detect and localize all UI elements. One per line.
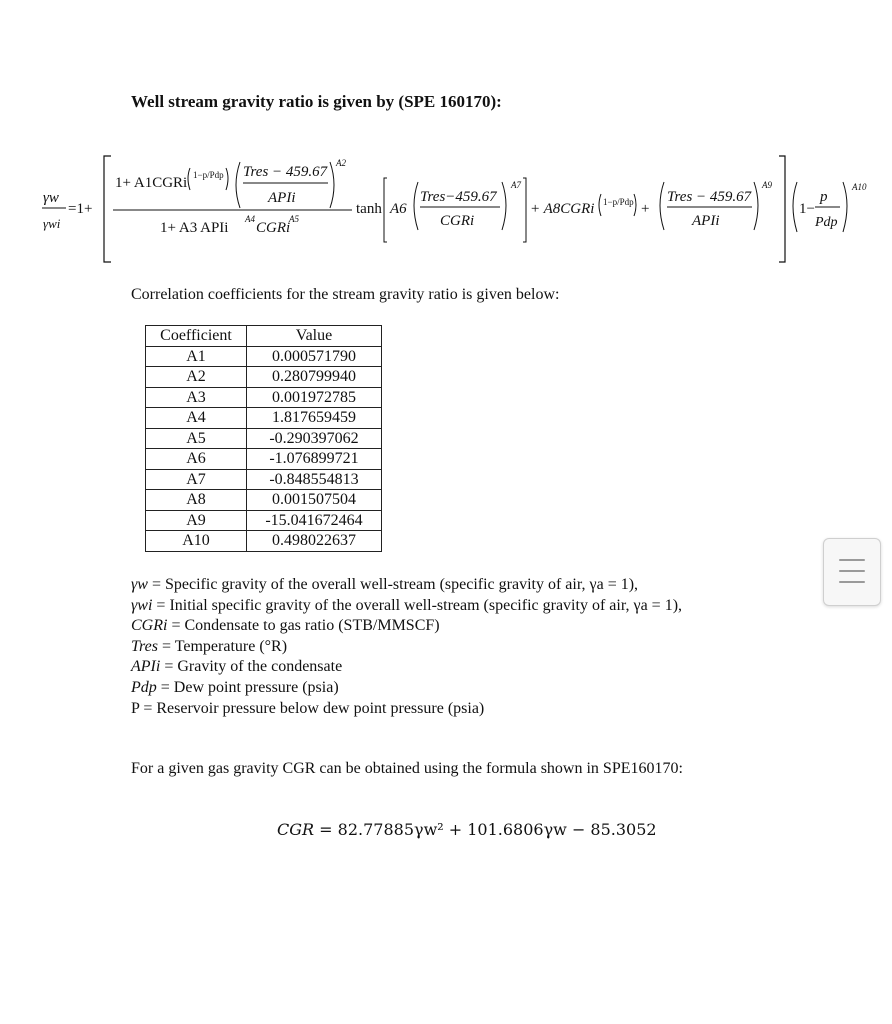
t5-one-minus: 1− <box>799 201 815 217</box>
t3-paren-right <box>634 194 636 216</box>
header-coefficient: Coefficient <box>146 326 247 347</box>
definition-text: = Reservoir pressure below dew point pressure (psia) <box>139 699 485 717</box>
coef-name: A6 <box>146 449 247 470</box>
table-row <box>146 408 382 429</box>
t5-p: p <box>820 189 828 205</box>
den-exp-a4: A4 <box>245 214 255 224</box>
coef-value: 0.001507504 <box>247 490 382 511</box>
coefficient-table <box>145 325 382 552</box>
coef-name: A9 <box>146 510 247 531</box>
definition-symbol: Tres <box>131 637 158 655</box>
definition-item <box>131 657 682 678</box>
definition-symbol: Pdp <box>131 678 157 696</box>
t3-exp: 1−p/Pdp <box>603 197 634 207</box>
t1-paren-left <box>236 162 240 208</box>
coef-value: -0.848554813 <box>247 469 382 490</box>
den-cgr: CGRi <box>256 220 291 236</box>
definition-symbol: CGRi <box>131 617 168 635</box>
t4-api: APIi <box>692 213 720 229</box>
definition-text: = Temperature (°R) <box>157 637 288 655</box>
t1-exp-a2: A2 <box>336 158 346 168</box>
t2-exp-a7: A7 <box>511 180 521 190</box>
table-row <box>146 490 382 511</box>
coef-value: 0.498022637 <box>247 531 382 552</box>
table-row <box>146 346 382 367</box>
definition-symbol: γwi <box>131 596 153 614</box>
definition-item <box>131 596 682 617</box>
table-row <box>146 428 382 449</box>
tanh-bracket-left <box>384 178 387 242</box>
coef-value: 0.000571790 <box>247 346 382 367</box>
cgr-equation-lhs: CGR <box>277 820 315 839</box>
table-row <box>146 469 382 490</box>
coef-value: 1.817659459 <box>247 408 382 429</box>
coef-name: A10 <box>146 531 247 552</box>
definition-item <box>131 616 682 637</box>
t4-tres: Tres − 459.67 <box>667 189 752 205</box>
coef-name: A4 <box>146 408 247 429</box>
cgr-equation <box>277 820 657 839</box>
lhs-denominator: γwi <box>43 216 61 231</box>
cgr-equation-rhs: = 82.77885γw² + 101.6806γw − 85.3052 <box>314 820 657 839</box>
gravity-ratio-formula <box>0 150 892 268</box>
coef-value: -0.290397062 <box>247 428 382 449</box>
symbol-definitions <box>131 575 682 719</box>
coef-name: A1 <box>146 346 247 367</box>
t4-paren-left <box>660 182 664 230</box>
table-row <box>146 510 382 531</box>
coef-value: 0.280799940 <box>247 367 382 388</box>
t1-prefix: 1+ A1CGRi <box>115 175 188 191</box>
t3-plus: + <box>641 201 650 217</box>
t1-denominator: 1+ A3 APIi <box>160 220 229 236</box>
t5-pdp: Pdp <box>815 215 838 230</box>
t5-exp-a10: A10 <box>852 182 867 192</box>
outer-left-bracket <box>104 156 111 262</box>
page-heading: Well stream gravity ratio is given by (SPE 160170): <box>131 92 502 111</box>
definition-symbol: γw <box>131 576 148 593</box>
t1-api: APIi <box>268 190 296 206</box>
definition-item <box>131 699 682 720</box>
outer-right-bracket <box>779 156 785 262</box>
t1-paren-right <box>330 162 334 208</box>
tanh-a6: A6 <box>390 201 407 217</box>
definition-item <box>131 678 682 699</box>
cgr-description: For a given gas gravity CGR can be obtained using the formula shown in SPE160170: <box>131 760 683 777</box>
menu-handle-button[interactable] <box>823 538 881 606</box>
coef-name: A5 <box>146 428 247 449</box>
coef-name: A8 <box>146 490 247 511</box>
t2-paren-right <box>502 182 506 230</box>
t4-paren-right <box>754 182 758 230</box>
definition-text: = Dew point pressure (psia) <box>156 678 339 696</box>
coef-value: -1.076899721 <box>247 449 382 470</box>
definition-text: = Specific gravity of the overall well-stream (specific gravity of air, γa = 1), <box>147 576 639 593</box>
coef-name: A2 <box>146 367 247 388</box>
table-header-row <box>146 326 382 347</box>
den-exp-a5: A5 <box>289 214 299 224</box>
t5-paren-right <box>843 182 847 232</box>
definition-text: = Gravity of the condensate <box>160 658 343 676</box>
definition-symbol: APIi <box>131 658 161 676</box>
definition-item <box>131 575 682 596</box>
lhs-numerator: γw <box>43 190 59 206</box>
t5-paren-left <box>793 182 797 232</box>
table-row <box>146 387 382 408</box>
table-intro: Correlation coefficients for the stream gravity ratio is given below: <box>131 286 560 303</box>
hamburger-icon-line <box>839 581 865 583</box>
coef-name: A3 <box>146 387 247 408</box>
definition-text: = Condensate to gas ratio (STB/MMSCF) <box>167 617 440 635</box>
t2-cgr: CGRi <box>440 213 475 229</box>
t2-tres: Tres−459.67 <box>420 189 497 205</box>
tanh-label: tanh <box>356 201 382 217</box>
header-value: Value <box>247 326 382 347</box>
t3-paren-left <box>599 194 601 216</box>
coef-value: -15.041672464 <box>247 510 382 531</box>
definition-text: = Initial specific gravity of the overall well-stream (specific gravity of air, γa = 1), <box>152 596 683 614</box>
t2-paren-left <box>414 182 418 230</box>
t3-a8: + A8CGRi <box>530 201 595 217</box>
equals-one-plus: =1+ <box>68 201 93 217</box>
table-row <box>146 449 382 470</box>
t4-exp-a9: A9 <box>762 180 772 190</box>
coef-value: 0.001972785 <box>247 387 382 408</box>
hamburger-icon <box>839 559 865 561</box>
definition-item <box>131 637 682 658</box>
definition-symbol: P <box>131 699 140 717</box>
t1-tres: Tres − 459.67 <box>243 164 328 180</box>
table-row <box>146 531 382 552</box>
hamburger-icon-line <box>839 570 865 572</box>
t1-exp-p: 1−p/Pdp <box>193 170 224 180</box>
coef-name: A7 <box>146 469 247 490</box>
tanh-bracket-right <box>523 178 526 242</box>
t1-exp-paren-left <box>188 168 190 190</box>
table-row <box>146 367 382 388</box>
t1-exp-paren-right <box>226 168 228 190</box>
